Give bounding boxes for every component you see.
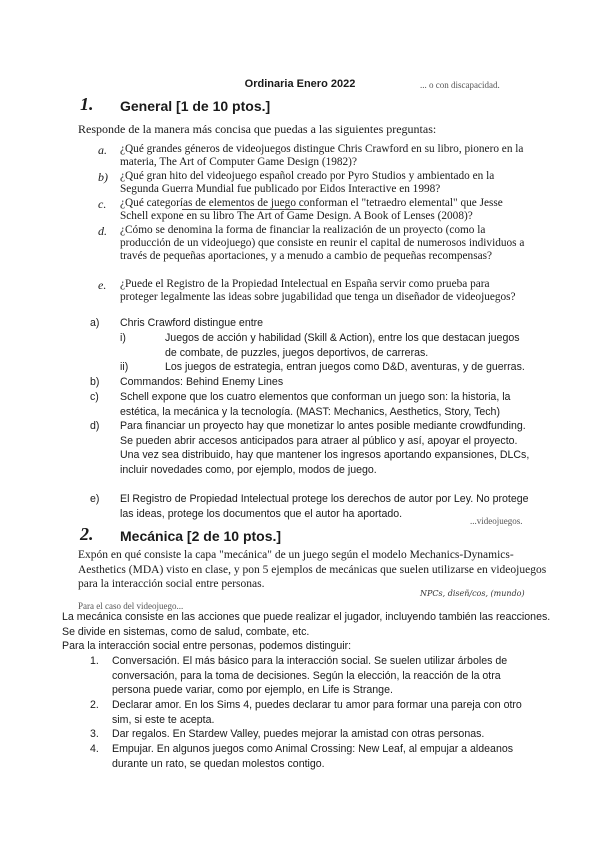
answer-d <box>90 419 530 477</box>
section2-answer-p2: Para la interacción social entre personas, podemos distinguir: <box>62 640 352 652</box>
answer-a-ii-text: Los juegos de estrategia, entran juegos como D&D, aventuras, y de guerras. <box>165 361 525 373</box>
question-b-mark: b) <box>98 170 108 184</box>
answer-c-text: Schell expone que los cuatro elementos que conforman un juego son: la historia, la estética, la mecánica y la tecnología. (MAST: Mechanics, Aesthetics, Story, Tech) <box>120 391 511 418</box>
answer-a-label: a) <box>90 317 100 329</box>
answer-e-label: e) <box>90 493 100 505</box>
list-item-1-label: 1. <box>90 655 99 667</box>
list-item-2-text: Declarar amor. En los Sims 4, puedes declarar tu amor para formar una pareja con otro sim, si este te acepta. <box>112 699 522 726</box>
section1-intro: Responde de la manera más concisa que puedas a las siguientes preguntas: <box>78 122 437 136</box>
section2-intro: Expón en qué consiste la capa "mecánica" de un juego según el modelo Mechanics-Dynamics-Aesthetics (MDA) visto en clase, y pon 5 ejemplos de mecánicas que suelen utilizarse en videojuegos para la interacción social entre personas. <box>78 549 547 590</box>
question-a: ¿Qué grandes géneros de videojuegos distingue Chris Crawford en su libro, pionero en la materia, The Art of Computer Game Design (1982)? <box>120 143 524 168</box>
question-d-mark: d. <box>98 224 107 238</box>
answer-b-label: b) <box>90 376 100 388</box>
question-c-underline <box>182 209 307 210</box>
question-b: ¿Qué gran hito del videojuego español creado por Pyro Studios y ambientado en la Segunda Guerra Mundial fue publicado por Eidos Interactive en 1998? <box>120 170 495 195</box>
section2-heading: Mecánica [2 de 10 ptos.] <box>120 528 282 544</box>
section2-number: 2. <box>80 524 94 544</box>
section1-number: 1. <box>80 94 94 114</box>
answer-a-i-label: i) <box>120 332 126 344</box>
question-e: ¿Puede el Registro de la Propiedad Intelectual en España servir como prueba para proteger legalmente las ideas sobre jugabilidad que tenga un diseñador de videojuegos? <box>120 278 516 303</box>
answer-e-text: El Registro de Propiedad Intelectual protege los derechos de autor por Ley. No protege las ideas, protege los documentos que el autor ha aportado. <box>120 493 529 520</box>
section2-partial-line: Para el caso del videojuego... <box>78 601 184 611</box>
document-title: Ordinaria Enero 2022 <box>244 78 356 90</box>
answer-c-label: c) <box>90 391 99 403</box>
answer-c <box>90 390 530 419</box>
list-item-1 <box>90 654 530 698</box>
list-item-2-label: 2. <box>90 699 99 711</box>
list-item-2 <box>90 698 530 727</box>
question-c-mark: c. <box>98 197 107 211</box>
answer-a-ii-label: ii) <box>120 361 129 373</box>
answer-d-label: d) <box>90 420 100 432</box>
answer-e <box>90 492 530 521</box>
answer-a-i <box>120 331 530 360</box>
answer-a-text: Chris Crawford distingue entre <box>120 317 264 329</box>
list-item-3-text: Dar regalos. En Stardew Valley, puedes mejorar la amistad con otras personas. <box>112 728 485 740</box>
section1-heading: General [1 de 10 ptos.] <box>120 98 271 114</box>
question-e-mark: e. <box>98 278 107 292</box>
list-item-4 <box>90 742 530 771</box>
answer-b-text: Commandos: Behind Enemy Lines <box>120 376 284 388</box>
section2-handwritten-note: NPCs, diseñ/cos, (mundo) <box>420 589 525 598</box>
list-item-3-label: 3. <box>90 728 99 740</box>
question-c: ¿Qué categorías de elementos de juego conforman el "tetraedro elemental" que Jesse Schell expone en su libro The Art of Game Design. A Book of Lenses (2008)? <box>120 197 503 222</box>
list-item-3 <box>90 727 530 742</box>
section2-answer-p1: La mecánica consiste en las acciones que puede realizar el jugador, incluyendo también las reacciones. Se divide en sistemas, como de salud, combate, etc. <box>62 611 551 638</box>
list-item-1-text: Conversación. El más básico para la interacción social. Se suelen utilizar árboles de conversación, para la toma de decisiones. Según la elección, la reacción de la otra persona puede variar, como por ejemplo, en Life is Strange. <box>112 655 508 697</box>
answer-a-i-text: Juegos de acción y habilidad (Skill & Action), entre los que destacan juegos de combate, de puzzles, juegos deportivos, de carreras. <box>165 332 520 359</box>
top-scan-fragment: ... o con discapacidad. <box>420 80 500 90</box>
question-d: ¿Cómo se denomina la forma de financiar la realización de un proyecto (como la producción de un videojuego) que consiste en reunir el capital de numerosos individuos a través de pequeñas aportaciones, y a menudo a cambio de pequeñas recompensas? <box>120 224 525 262</box>
answer-a <box>90 316 530 331</box>
list-item-4-label: 4. <box>90 743 99 755</box>
answer-d-text: Para financiar un proyecto hay que monetizar lo antes posible mediante crowdfunding. Se pueden abrir accesos anticipados para atraer al público y así, apoyar el proyecto. Una vez sea distribuido, hay que mantener los ingresos aportando expansiones, DLCs, incluir novedades como, por ejemplo, modos de juego. <box>120 420 530 476</box>
answer-a-ii <box>120 360 530 375</box>
section2-right-fragment: ...videojuegos. <box>470 516 523 526</box>
answer-b <box>90 375 530 390</box>
list-item-4-text: Empujar. En algunos juegos como Animal Crossing: New Leaf, al empujar a aldeanos durante un rato, se quedan molestos contigo. <box>112 743 514 770</box>
question-a-mark: a. <box>98 143 107 157</box>
